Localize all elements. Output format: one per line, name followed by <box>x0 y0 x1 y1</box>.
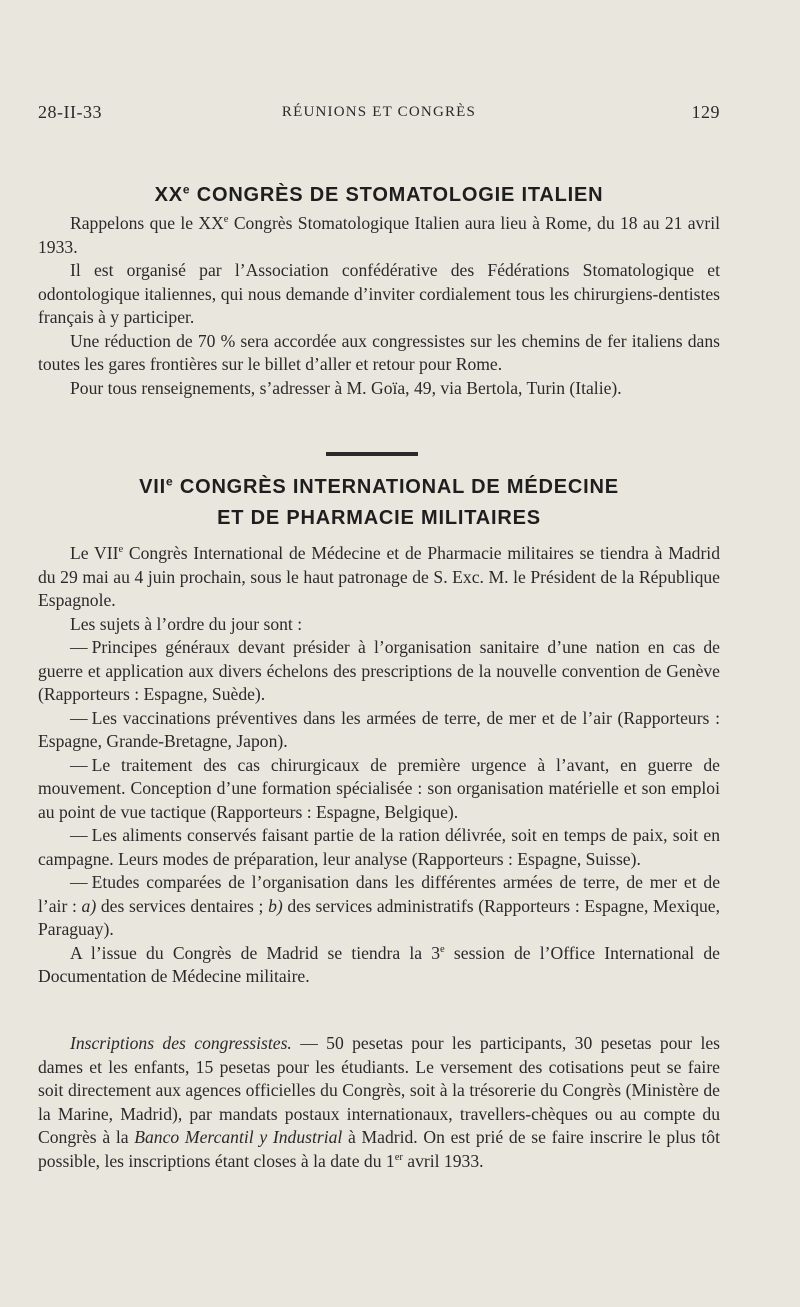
section2-paragraph-3: A l’issue du Congrès de Madrid se tiendra la 3e session de l’Office International de Documentation de Médecine militaire. <box>38 942 720 986</box>
registration-section <box>38 1032 720 1173</box>
header-date: 28-II-33 <box>38 102 102 122</box>
section2-body <box>38 542 720 989</box>
agenda-item: — Le traitement des cas chirurgicaux de première urgence à l’avant, en guerre de mouvement. Conception d’une formation spécialisée : son organisation matérielle et son emploi au point de vue tactique (Rapporteurs : Espagne, Belgique). <box>38 754 720 822</box>
page-number: 129 <box>691 102 720 122</box>
section1-title: XXe CONGRÈS DE STOMATOLOGIE ITALIEN <box>154 182 604 206</box>
registration-paragraph: Inscriptions des congressistes. — 50 pesetas pour les participants, 30 pesetas pour les dames et les enfants, 15 pesetas pour les étudiants. Le versement des cotisations peut se faire soit directement aux agences officielles du Congrès, soit à la trésorerie du Congrès (Ministère de la Marine, Madrid), par mandats postaux internationaux, travellers-chèques ou au compte du Congrès à la Banco Mercantil y Industrial à Madrid. On est prié de se faire inscrire le plus tôt possible, les inscriptions étant closes à la date du 1er avril 1933. <box>38 1033 720 1171</box>
section1-paragraph-3: Une réduction de 70 % sera accordée aux congressistes sur les chemins de fer italiens dans toutes les gares frontières sur le billet d’aller et retour pour Rome. <box>38 330 720 374</box>
running-header <box>38 96 720 126</box>
section1-paragraph-1: Rappelons que le XXe Congrès Stomatologique Italien aura lieu à Rome, du 18 au 21 avril 1933. <box>38 213 720 257</box>
section2-title-line-1: VIIe CONGRÈS INTERNATIONAL DE MÉDECINE <box>139 474 619 498</box>
section2-title-line-2: ET DE PHARMACIE MILITAIRES <box>217 507 541 529</box>
agenda-item: — Les vaccinations préventives dans les armées de terre, de mer et de l’air (Rapporteurs : Espagne, Grande-Bretagne, Japon). <box>38 707 720 751</box>
section1-paragraph-2: Il est organisé par l’Association confédérative des Fédérations Stomatologique et odontologique italiennes, qui nous demande d’inviter cordialement tous les chirurgiens-dentistes français à y participer. <box>38 260 720 327</box>
section2-title <box>38 472 720 534</box>
section-divider <box>326 452 418 456</box>
header-title: RÉUNIONS ET CONGRÈS <box>281 104 477 120</box>
agenda-item: — Les aliments conservés faisant partie de la ration délivrée, soit en temps de paix, soit en campagne. Leurs modes de préparation, leur analyse (Rapporteurs : Espagne, Suisse). <box>38 825 720 869</box>
section1-body <box>38 212 720 400</box>
section2-paragraph-1: Le VIIe Congrès International de Médecine et de Pharmacie militaires se tiendra à Madrid du 29 mai au 4 juin prochain, sous le haut patronage de S. Exc. M. le Président de la République Espagnole. <box>38 543 720 610</box>
section1-paragraph-4: Pour tous renseignements, s’adresser à M. Goïa, 49, via Bertola, Turin (Italie). <box>70 377 622 398</box>
section2-paragraph-2: Les sujets à l’ordre du jour sont : <box>70 613 303 634</box>
agenda-item: — Etudes comparées de l’organisation dans les différentes armées de terre, de mer et de l’air : a) des services dentaires ; b) des services administratifs (Rapporteurs : Espagne, Mexique, Paraguay). <box>38 872 720 939</box>
agenda-item: — Principes généraux devant présider à l’organisation sanitaire d’une nation en cas de guerre et application aux divers échelons des prescriptions de la nouvelle convention de Genève (Rapporteurs : Espagne, Suède). <box>38 637 720 704</box>
